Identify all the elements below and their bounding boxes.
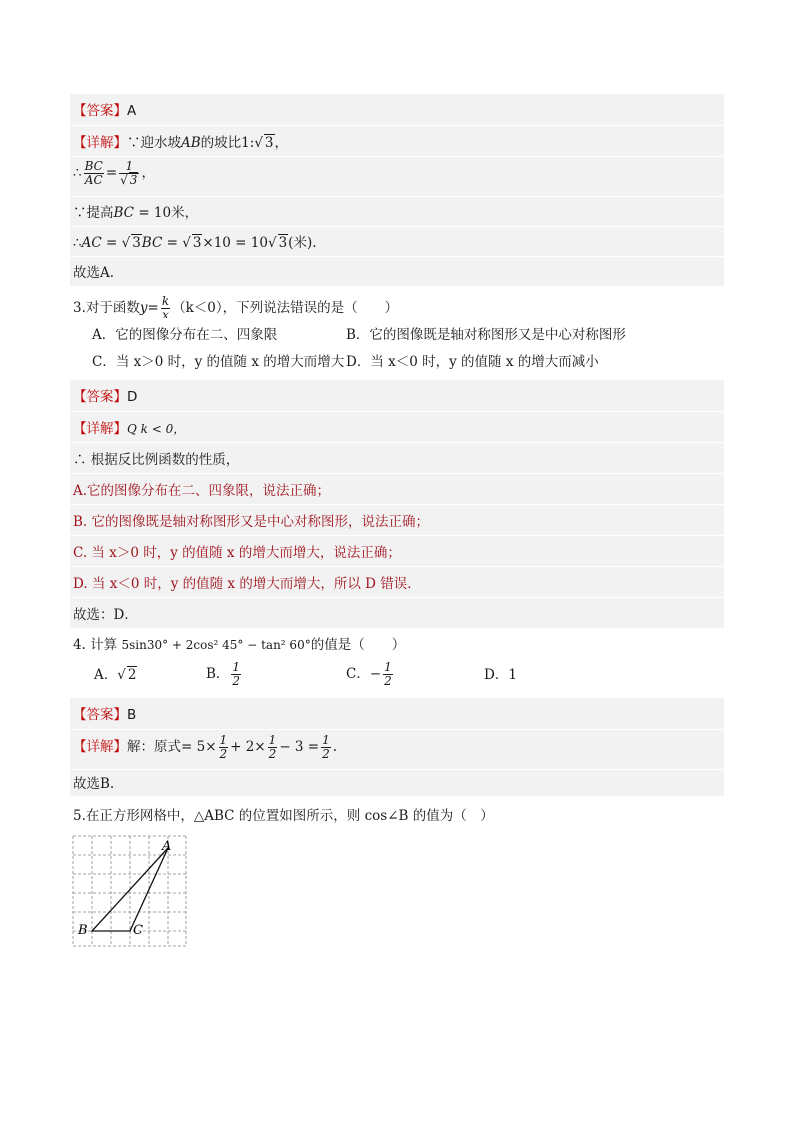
therefore-symbol: ∴ bbox=[73, 165, 82, 181]
conclusion-line bbox=[70, 769, 724, 796]
denominator: 2 bbox=[219, 747, 228, 761]
detail-text: C. 当 x＞0 时，y 的值随 x 的增大而增大，说法正确； bbox=[73, 545, 401, 561]
conclusion-text: 故选A. bbox=[73, 265, 115, 281]
detail-line-1: 【详解】∵迎水坡AB的坡比1:√ 3， bbox=[70, 125, 724, 156]
detail-line-2 bbox=[70, 156, 724, 196]
detail-line-b bbox=[70, 504, 724, 535]
therefore-symbol: ∴ bbox=[73, 235, 82, 251]
answer-line bbox=[70, 698, 724, 729]
worksheet-page bbox=[70, 94, 724, 948]
answer-value: A bbox=[127, 103, 137, 119]
sqrt-value: 3 bbox=[264, 135, 274, 151]
math-expr: BC = bbox=[141, 235, 183, 251]
math-expr: 5sin30° + 2cos² 45° − tan² 60° bbox=[121, 638, 311, 652]
detail-text: B. 它的图像既是轴对称图形又是中心对称图形，说法正确； bbox=[73, 514, 430, 530]
detail-text: = 10米， bbox=[138, 205, 199, 221]
question-5 bbox=[70, 796, 724, 830]
conclusion-line bbox=[70, 597, 724, 628]
math-var: BC bbox=[113, 205, 135, 221]
sqrt-value: 3 bbox=[192, 235, 202, 251]
fraction bbox=[219, 734, 229, 761]
numerator: 1 bbox=[384, 660, 392, 674]
fraction bbox=[383, 661, 393, 688]
q4-options-row bbox=[70, 660, 724, 698]
detail-text: Q k < 0， bbox=[127, 422, 186, 436]
numerator: 1 bbox=[322, 733, 330, 747]
answer-block-3 bbox=[70, 698, 724, 796]
detail-tag: 【详解】 bbox=[73, 421, 127, 437]
detail-line-a bbox=[70, 473, 724, 504]
vertex-label-c: C bbox=[133, 923, 143, 938]
numerator: 1 bbox=[232, 660, 241, 674]
detail-text: ∵迎水坡 bbox=[127, 135, 181, 151]
vertex-label-b: B bbox=[78, 923, 88, 938]
sqrt-value: 2 bbox=[127, 667, 137, 683]
q3-options-row-2 bbox=[70, 351, 724, 380]
math-expr: − 3 = bbox=[279, 739, 320, 755]
option-label: B． bbox=[206, 666, 230, 682]
q3-option-a[interactable]: A．它的图像分布在二、四象限 bbox=[92, 327, 278, 343]
q4-option-d[interactable]: D．1 bbox=[484, 667, 517, 683]
q4-option-c[interactable] bbox=[346, 661, 395, 688]
equals: = bbox=[147, 300, 159, 316]
conclusion-text: 故选：D． bbox=[73, 607, 138, 623]
conclusion-line bbox=[70, 256, 724, 286]
math-var: AB bbox=[181, 135, 201, 151]
sqrt-value: 3 bbox=[132, 235, 141, 251]
q3-option-b[interactable]: B．它的图像既是轴对称图形又是中心对称图形 bbox=[346, 327, 626, 343]
fraction bbox=[84, 160, 104, 187]
answer-tag: 【答案】 bbox=[73, 103, 127, 119]
detail-text: ， bbox=[141, 165, 155, 181]
detail-text: ∵提高 bbox=[73, 205, 114, 221]
detail-line-c bbox=[70, 535, 724, 566]
answer-line bbox=[70, 94, 724, 125]
math-var: y bbox=[139, 300, 148, 316]
question-4 bbox=[70, 628, 724, 660]
triangle-grid-figure bbox=[72, 834, 190, 948]
q4-option-a[interactable]: A．√ 2 bbox=[94, 667, 137, 683]
detail-tag: 【详解】 bbox=[73, 135, 127, 151]
detail-text: ， bbox=[274, 135, 289, 151]
q3-option-d[interactable]: D．当 x＜0 时，y 的值随 x 的增大而减小 bbox=[346, 354, 599, 370]
detail-text: D. 当 x＜0 时，y 的值随 x 的增大而增大，所以 D 错误． bbox=[73, 576, 421, 592]
option-label: A． bbox=[94, 667, 118, 683]
denominator: AC bbox=[84, 173, 103, 187]
q4-option-b[interactable] bbox=[206, 661, 243, 688]
detail-line-2 bbox=[70, 442, 724, 473]
detail-text: A.它的图像分布在二、四象限，说法正确； bbox=[73, 483, 331, 499]
detail-line-4: ∴AC = √ 3BC = √ 3×10 = 10√ 3(米). bbox=[70, 226, 724, 256]
detail-text: ∴ 根据反比例函数的性质， bbox=[73, 452, 240, 468]
math-expr: ×10 = 10 bbox=[202, 235, 268, 251]
math-expr: 5× bbox=[196, 739, 217, 755]
detail-line-3 bbox=[70, 196, 724, 226]
answer-value: D bbox=[127, 389, 138, 405]
answer-block-1 bbox=[70, 94, 724, 286]
detail-line-1 bbox=[70, 729, 724, 769]
question-text: 的值是（ ） bbox=[310, 637, 406, 653]
denominator: 2 bbox=[232, 674, 241, 688]
numerator: 1 bbox=[219, 733, 228, 747]
fraction bbox=[231, 661, 241, 688]
fraction bbox=[119, 160, 139, 187]
denominator: √ 3 bbox=[120, 173, 138, 187]
answer-block-2 bbox=[70, 380, 724, 628]
option-label: C．− bbox=[346, 666, 382, 682]
answer-value: B bbox=[127, 707, 137, 723]
numerator: 1 bbox=[119, 160, 139, 174]
denominator: x bbox=[162, 308, 169, 322]
q3-options-row-1 bbox=[70, 318, 724, 351]
question-text: 5.在正方形网格中，△ABC 的位置如图所示，则 cos∠B 的值为（ ） bbox=[73, 808, 494, 824]
fraction bbox=[268, 734, 278, 761]
answer-tag: 【答案】 bbox=[73, 389, 127, 405]
detail-line-1 bbox=[70, 411, 724, 442]
detail-tag: 【详解】 bbox=[73, 739, 127, 755]
detail-line-d bbox=[70, 566, 724, 597]
denominator: 2 bbox=[268, 747, 277, 761]
detail-text: . bbox=[332, 739, 338, 755]
numerator: k bbox=[161, 294, 170, 308]
numerator: BC bbox=[84, 159, 103, 173]
q3-option-c[interactable]: C．当 x＞0 时，y 的值随 x 的增大而增大 bbox=[92, 354, 345, 370]
detail-text: 的坡比1: bbox=[200, 135, 255, 151]
equals: = bbox=[105, 165, 118, 181]
question-text: 4. 计算 bbox=[73, 637, 118, 653]
sqrt-value: 3 bbox=[278, 235, 288, 251]
equals: = bbox=[105, 235, 122, 251]
vertex-label-a: A bbox=[162, 839, 172, 854]
answer-tag: 【答案】 bbox=[73, 707, 127, 723]
detail-text: 解：原式= bbox=[127, 739, 193, 755]
math-var: AC bbox=[81, 235, 102, 251]
question-text: （k＜0），下列说法错误的是（ ） bbox=[172, 300, 399, 316]
answer-line bbox=[70, 380, 724, 411]
question-text: 3.对于函数 bbox=[73, 300, 140, 316]
conclusion-text: 故选B. bbox=[73, 776, 115, 792]
unit: (米). bbox=[288, 235, 317, 251]
sqrt-value: 3 bbox=[129, 173, 138, 187]
fraction bbox=[321, 734, 331, 761]
denominator: 2 bbox=[384, 674, 392, 688]
numerator: 1 bbox=[268, 733, 277, 747]
math-expr: + 2× bbox=[230, 739, 266, 755]
question-3 bbox=[70, 286, 724, 322]
denominator: 2 bbox=[322, 747, 330, 761]
